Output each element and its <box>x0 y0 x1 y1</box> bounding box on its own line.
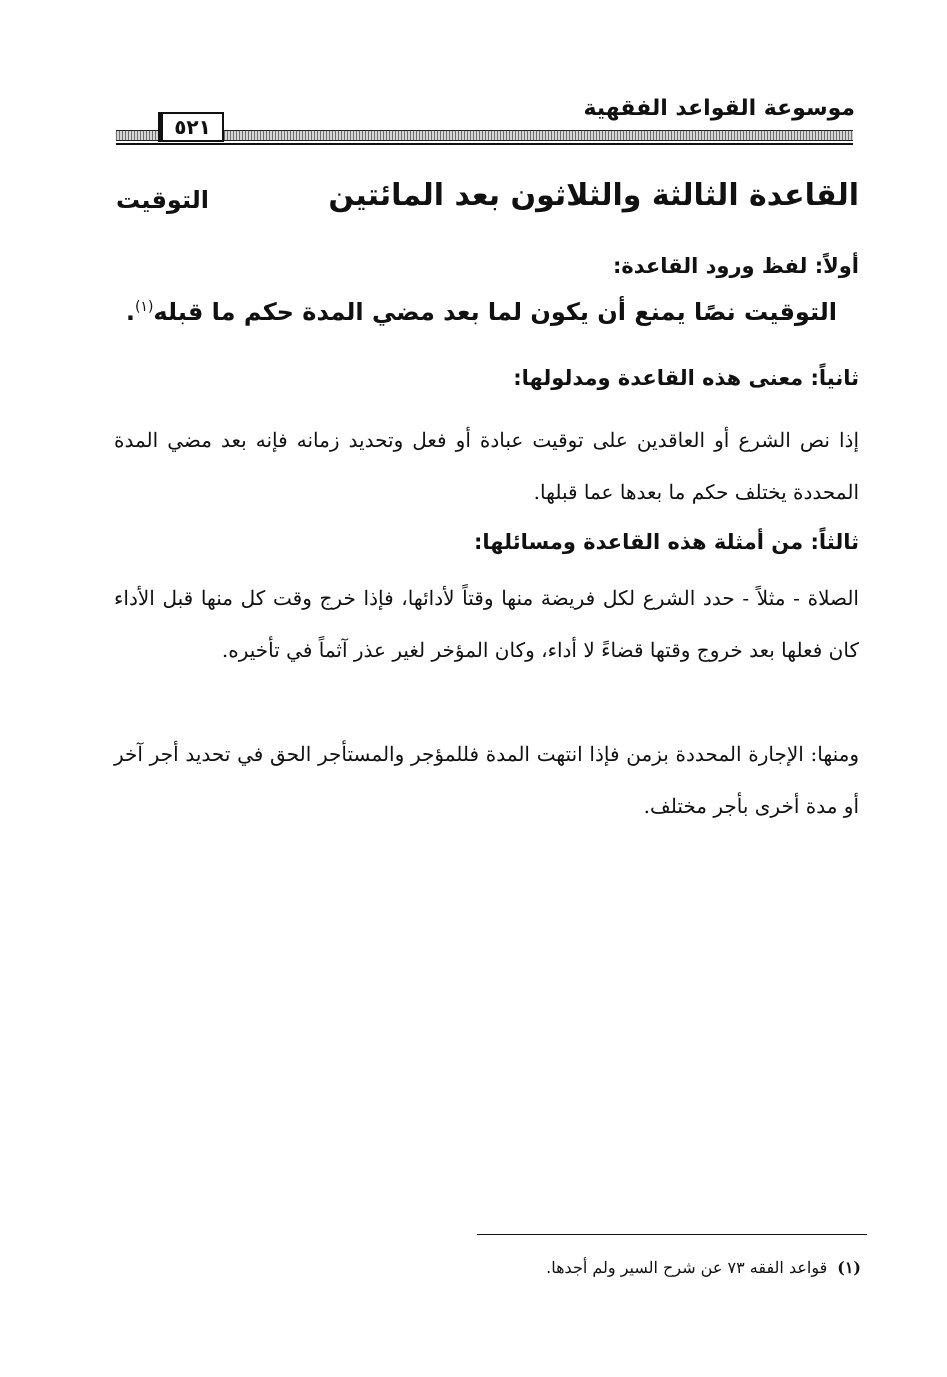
section2-text: إذا نص الشرع أو العاقدين على توقيت عبادة أو فعل وتحديد زمانه فإنه بعد مضي المدة المحددة يختلف حكم ما بعدها عما قبلها. <box>114 428 859 504</box>
rule-keyword: التوقيت <box>116 186 209 214</box>
footnote-ref: (١) <box>134 299 154 315</box>
rule-statement <box>126 298 837 326</box>
footnote-number: (١) <box>837 1258 861 1277</box>
rule-title: القاعدة الثالثة والثلاثون بعد المائتين <box>328 178 859 213</box>
header-line <box>116 143 853 145</box>
rule-statement-text: التوقيت نصًا يمنع أن يكون لما بعد مضي المدة حكم ما قبله <box>153 298 837 326</box>
footnote-text: قواعد الفقه ٧٣ عن شرح السير ولم أجدها. <box>546 1258 828 1277</box>
header-band <box>116 130 853 141</box>
section3-paragraph1: الصلاة - مثلاً - حدد الشرع لكل فريضة منها وقتاً لأدائها، فإذا خرج وقت كل منها قبل الأداء كان فعلها بعد خروج وقتها قضاءً لا أداء، وكان المؤخر لغير عذر آثماً في تأخيره. <box>114 586 859 662</box>
rule-statement-end: . <box>125 298 135 326</box>
footnote-divider <box>477 1234 867 1235</box>
footnote <box>546 1258 861 1277</box>
section3-heading: ثالثاً: من أمثلة هذه القاعدة ومسائلها: <box>473 530 859 554</box>
header-rule <box>116 115 853 148</box>
section1-heading: أولاً: لفظ ورود القاعدة: <box>612 254 859 278</box>
page-number: ٥٢١ <box>158 112 224 142</box>
section2-heading: ثانياً: معنى هذه القاعدة ومدلولها: <box>513 366 859 390</box>
book-title: موسوعة القواعد الفقهية <box>583 96 855 121</box>
section3-paragraph2: ومنها: الإجارة المحددة بزمن فإذا انتهت المدة فللمؤجر والمستأجر الحق في تحديد أجر آخر أو مدة أخرى بأجر مختلف. <box>114 742 859 818</box>
